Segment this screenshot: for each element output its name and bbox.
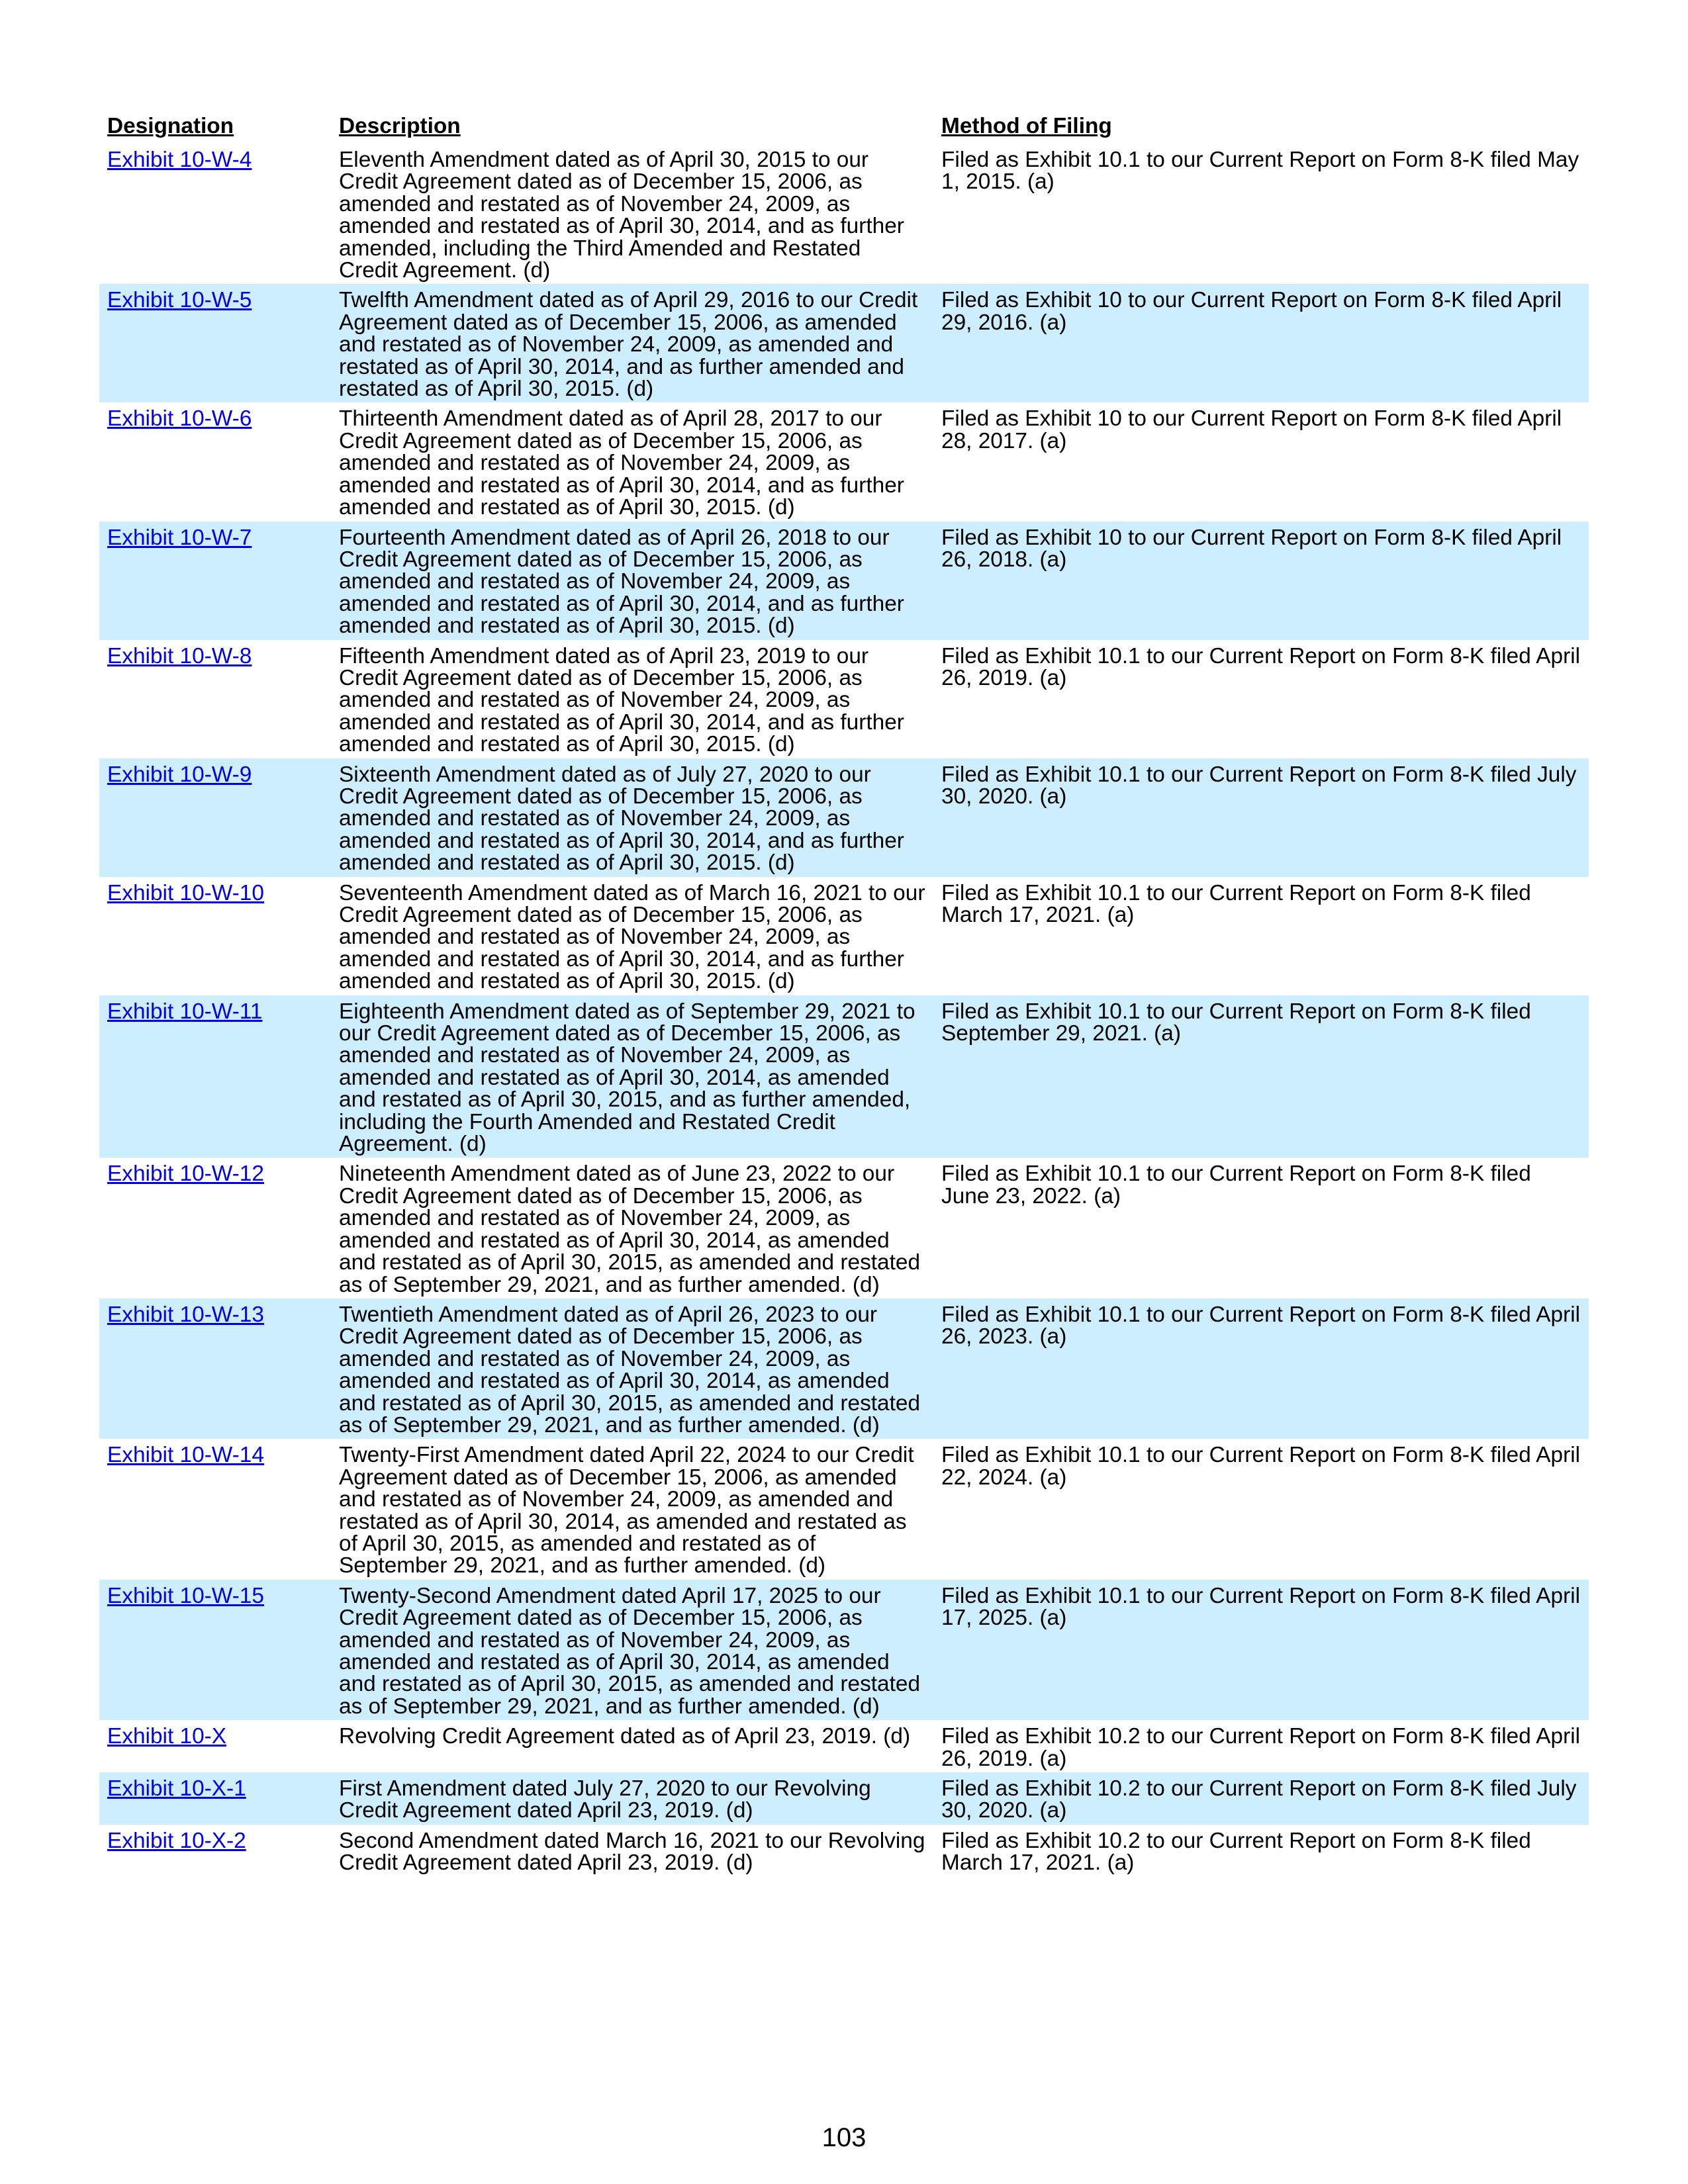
designation-cell	[99, 1825, 331, 1877]
exhibit-table	[99, 99, 1589, 1877]
designation-cell	[99, 1772, 331, 1825]
designation-cell	[99, 1720, 331, 1772]
description-cell: Eighteenth Amendment dated as of September 29, 2021 to our Credit Agreement dated as of December 15, 2006, as amended and restated as of November 24, 2009, as amended and restated as of April 30, 2014, as amended and restated as of April 30, 2015, and as further amended, including the Fourth Amended and Restated Credit Agreement. (d)	[331, 995, 933, 1158]
header-row	[99, 99, 1589, 144]
exhibit-link[interactable]: Exhibit 10-W-6	[107, 406, 252, 432]
designation-cell	[99, 1158, 331, 1298]
description-cell: Thirteenth Amendment dated as of April 28, 2017 to our Credit Agreement dated as of December 15, 2006, as amended and restated as of November 24, 2009, as amended and restated as of April 30, 2014, and as further amended and restated as of April 30, 2015. (d)	[339, 406, 904, 520]
method-of-filing-cell: Filed as Exhibit 10 to our Current Report on Form 8-K filed April 28, 2017. (a)	[941, 406, 1562, 453]
exhibit-link[interactable]: Exhibit 10-W-12	[107, 1161, 264, 1187]
method-of-filing-cell: Filed as Exhibit 10 to our Current Report on Form 8-K filed April 26, 2018. (a)	[933, 522, 1589, 640]
description-cell: Nineteenth Amendment dated as of June 23, 2022 to our Credit Agreement dated as of December 15, 2006, as amended and restated as of November 24, 2009, as amended and restated as of April 30, 2014, as amended and restated as of April 30, 2015, as amended and restated as of September 29, 2021, and as further amended. (d)	[339, 1161, 921, 1297]
exhibit-link[interactable]: Exhibit 10-W-14	[107, 1443, 264, 1468]
header-method-of-filing: Method of Filing	[941, 113, 1112, 138]
designation-cell	[99, 522, 331, 640]
table-row	[99, 758, 1589, 877]
designation-cell	[99, 1298, 331, 1439]
table-body	[99, 144, 1589, 1877]
exhibit-link[interactable]: Exhibit 10-W-5	[107, 288, 252, 313]
method-of-filing-cell: Filed as Exhibit 10.1 to our Current Report on Form 8-K filed April 26, 2023. (a)	[933, 1298, 1589, 1439]
exhibit-link[interactable]: Exhibit 10-W-9	[107, 762, 252, 787]
description-cell: Seventeenth Amendment dated as of March 16, 2021 to our Credit Agreement dated as of December 15, 2006, as amended and restated as of November 24, 2009, as amended and restated as of April 30, 2014, and as further amended and restated as of April 30, 2015. (d)	[339, 880, 925, 994]
description-cell: Fifteenth Amendment dated as of April 23, 2019 to our Credit Agreement dated as of December 15, 2006, as amended and restated as of November 24, 2009, as amended and restated as of April 30, 2014, and as further amended and restated as of April 30, 2015. (d)	[339, 643, 904, 757]
page-number: 103	[821, 2123, 867, 2152]
designation-cell	[99, 402, 331, 521]
table-row	[99, 1439, 1589, 1579]
designation-cell	[99, 877, 331, 995]
description-cell: Twenty-First Amendment dated April 22, 2024 to our Credit Agreement dated as of December 15, 2006, as amended and restated as of November 24, 2009, as amended and restated as of April 30, 2014, as amended and restated as of April 30, 2015, as amended and restated as of September 29, 2021, and as further amended. (d)	[339, 1443, 914, 1578]
table-row	[99, 1580, 1589, 1720]
table-row	[99, 402, 1589, 521]
table-header	[99, 99, 1589, 144]
method-of-filing-cell: Filed as Exhibit 10.1 to our Current Report on Form 8-K filed April 17, 2025. (a)	[933, 1580, 1589, 1720]
method-of-filing-cell: Filed as Exhibit 10.2 to our Current Report on Form 8-K filed April 26, 2019. (a)	[941, 1724, 1581, 1771]
exhibit-link[interactable]: Exhibit 10-W-8	[107, 643, 252, 668]
designation-cell	[99, 1580, 331, 1720]
method-of-filing-cell: Filed as Exhibit 10.1 to our Current Report on Form 8-K filed July 30, 2020. (a)	[933, 758, 1589, 877]
exhibit-link[interactable]: Exhibit 10-W-15	[107, 1583, 264, 1608]
exhibit-link[interactable]: Exhibit 10-W-10	[107, 880, 264, 905]
designation-cell	[99, 1439, 331, 1579]
description-cell: Sixteenth Amendment dated as of July 27, 2020 to our Credit Agreement dated as of December 15, 2006, as amended and restated as of November 24, 2009, as amended and restated as of April 30, 2014, and as further amended and restated as of April 30, 2015. (d)	[331, 758, 933, 877]
table-row	[99, 522, 1589, 640]
table-row	[99, 1298, 1589, 1439]
exhibit-link[interactable]: Exhibit 10-W-13	[107, 1302, 264, 1327]
description-cell: Twentieth Amendment dated as of April 26, 2023 to our Credit Agreement dated as of December 15, 2006, as amended and restated as of November 24, 2009, as amended and restated as of April 30, 2014, as amended and restated as of April 30, 2015, as amended and restated as of September 29, 2021, and as further amended. (d)	[331, 1298, 933, 1439]
exhibit-link[interactable]: Exhibit 10-X-1	[107, 1776, 246, 1801]
exhibit-link[interactable]: Exhibit 10-W-4	[107, 148, 252, 172]
designation-cell	[99, 284, 331, 402]
header-designation: Designation	[107, 113, 234, 138]
table-row	[99, 144, 1589, 284]
exhibit-link[interactable]: Exhibit 10-X-2	[107, 1828, 246, 1853]
method-of-filing-cell: Filed as Exhibit 10.1 to our Current Report on Form 8-K filed June 23, 2022. (a)	[941, 1161, 1531, 1208]
method-of-filing-cell: Filed as Exhibit 10 to our Current Report on Form 8-K filed April 29, 2016. (a)	[933, 284, 1589, 402]
designation-cell	[99, 995, 331, 1158]
method-of-filing-cell: Filed as Exhibit 10.1 to our Current Report on Form 8-K filed September 29, 2021. (a)	[933, 995, 1589, 1158]
designation-cell	[99, 758, 331, 877]
method-of-filing-cell: Filed as Exhibit 10.2 to our Current Report on Form 8-K filed July 30, 2020. (a)	[933, 1772, 1589, 1825]
description-cell: First Amendment dated July 27, 2020 to our Revolving Credit Agreement dated April 23, 2019. (d)	[331, 1772, 933, 1825]
table-row	[99, 1772, 1589, 1825]
description-cell: Fourteenth Amendment dated as of April 26, 2018 to our Credit Agreement dated as of December 15, 2006, as amended and restated as of November 24, 2009, as amended and restated as of April 30, 2014, and as further amended and restated as of April 30, 2015. (d)	[331, 522, 933, 640]
description-cell: Revolving Credit Agreement dated as of April 23, 2019. (d)	[339, 1724, 911, 1749]
table-row	[99, 877, 1589, 995]
description-cell: Twenty-Second Amendment dated April 17, 2025 to our Credit Agreement dated as of December 15, 2006, as amended and restated as of November 24, 2009, as amended and restated as of April 30, 2014, as amended and restated as of April 30, 2015, as amended and restated as of September 29, 2021, and as further amended. (d)	[331, 1580, 933, 1720]
table-row	[99, 1158, 1589, 1298]
exhibit-link[interactable]: Exhibit 10-W-11	[107, 999, 263, 1024]
exhibit-link[interactable]: Exhibit 10-X	[107, 1724, 227, 1749]
method-of-filing-cell: Filed as Exhibit 10.1 to our Current Report on Form 8-K filed May 1, 2015. (a)	[941, 148, 1579, 195]
table-row	[99, 284, 1589, 402]
table-row	[99, 995, 1589, 1158]
designation-cell	[99, 640, 331, 758]
designation-cell	[99, 144, 331, 284]
description-cell: Second Amendment dated March 16, 2021 to our Revolving Credit Agreement dated April 23, 2019. (d)	[339, 1828, 925, 1876]
method-of-filing-cell: Filed as Exhibit 10.1 to our Current Report on Form 8-K filed March 17, 2021. (a)	[941, 880, 1531, 927]
description-cell: Eleventh Amendment dated as of April 30, 2015 to our Credit Agreement dated as of December 15, 2006, as amended and restated as of November 24, 2009, as amended and restated as of April 30, 2014, and as further amended, including the Third Amended and Restated Credit Agreement. (d)	[339, 148, 904, 283]
header-description: Description	[339, 113, 461, 138]
method-of-filing-cell: Filed as Exhibit 10.2 to our Current Report on Form 8-K filed March 17, 2021. (a)	[941, 1828, 1531, 1876]
method-of-filing-cell: Filed as Exhibit 10.1 to our Current Report on Form 8-K filed April 26, 2019. (a)	[941, 643, 1581, 690]
table-row	[99, 1720, 1589, 1772]
method-of-filing-cell: Filed as Exhibit 10.1 to our Current Report on Form 8-K filed April 22, 2024. (a)	[941, 1443, 1581, 1490]
table-row	[99, 1825, 1589, 1877]
table-row	[99, 640, 1589, 758]
description-cell: Twelfth Amendment dated as of April 29, 2016 to our Credit Agreement dated as of December 15, 2006, as amended and restated as of November 24, 2009, as amended and restated as of April 30, 2014, and as further amended and restated as of April 30, 2015. (d)	[331, 284, 933, 402]
exhibit-link[interactable]: Exhibit 10-W-7	[107, 525, 252, 550]
